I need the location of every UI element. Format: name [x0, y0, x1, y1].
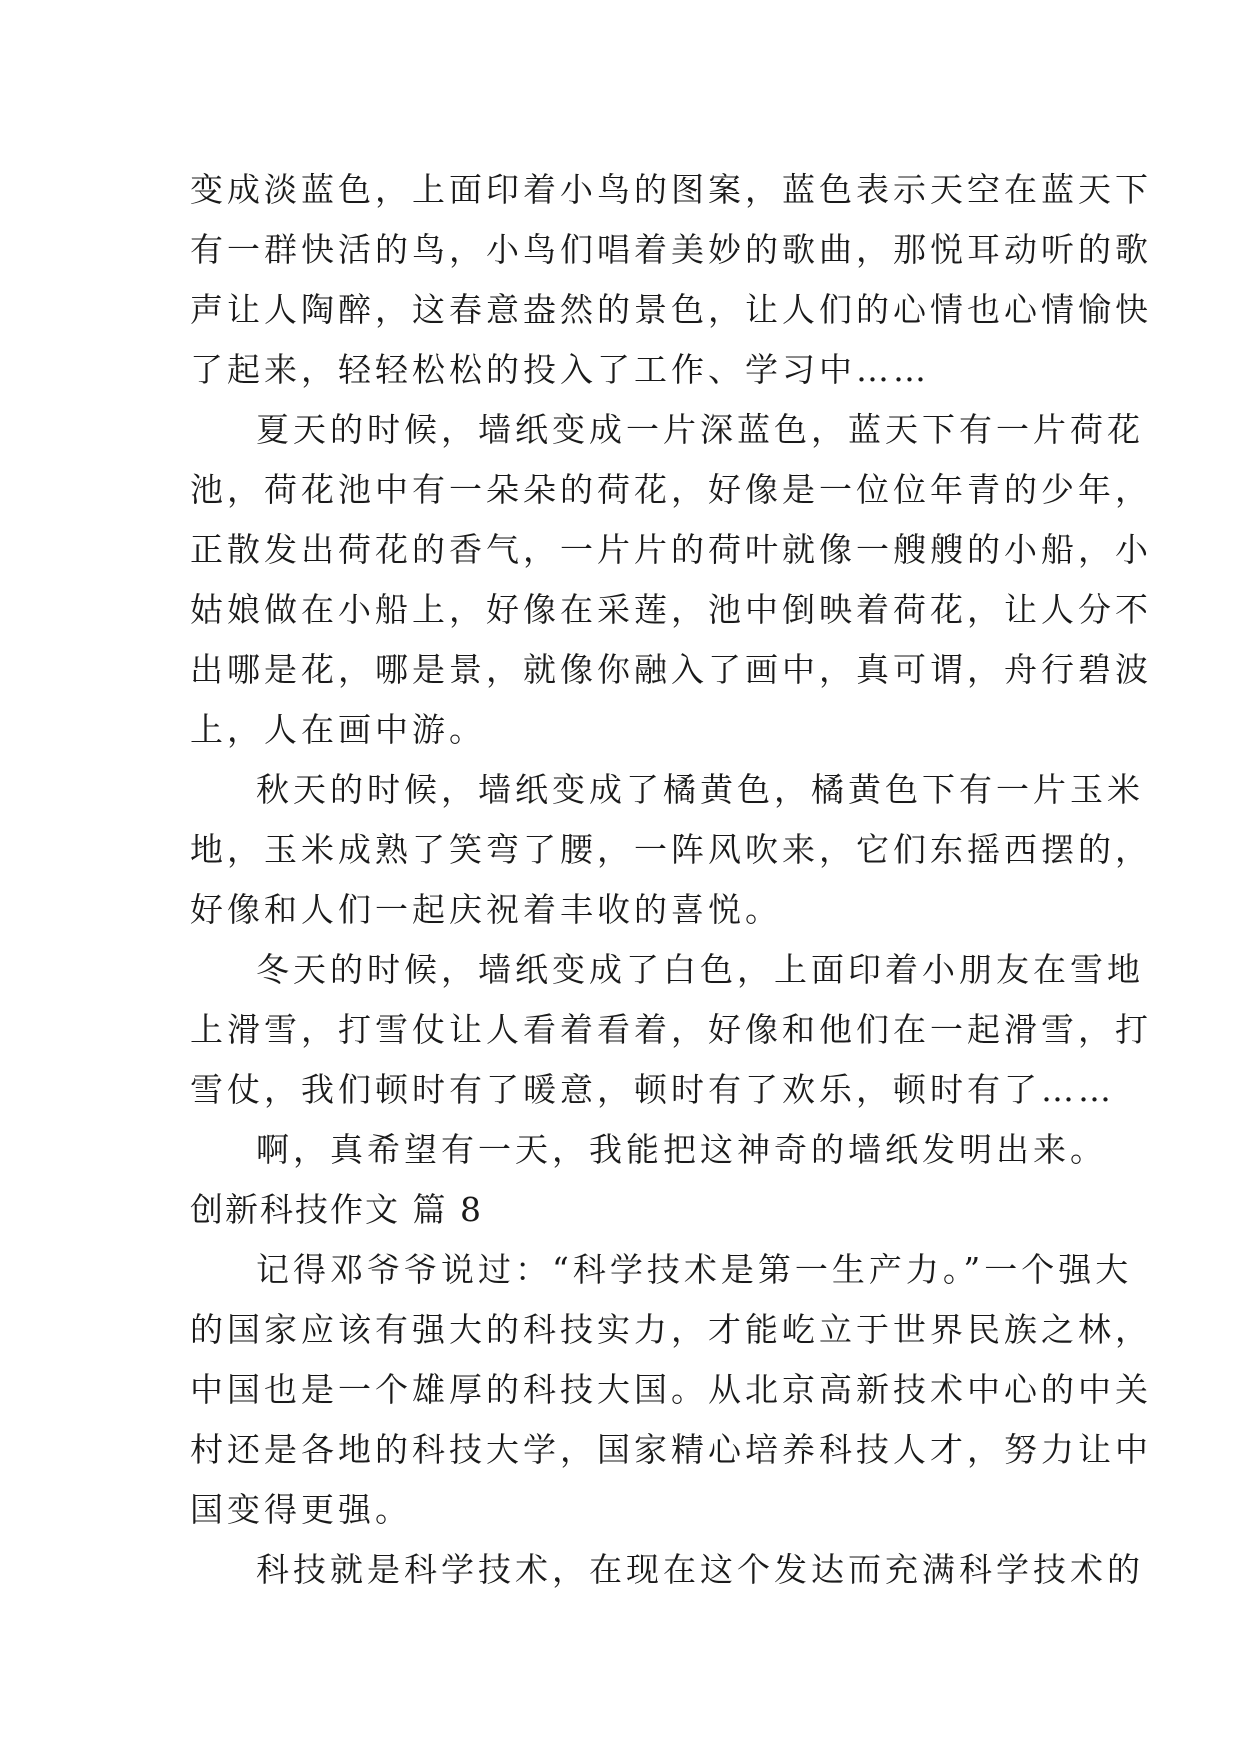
text-line: 中国也是一个雄厚的科技大国。从北京高新技术中心的中关 — [190, 1370, 1152, 1409]
text-line: 村还是各地的科技大学，国家精心培养科技人才，努力让中 — [190, 1430, 1152, 1469]
text-line: 夏天的时候，墙纸变成一片深蓝色，蓝天下有一片荷花 — [256, 410, 1144, 449]
paragraph-winter — [190, 940, 1152, 1120]
text-line: 上滑雪，打雪仗让人看着看着，好像和他们在一起滑雪，打 — [190, 1010, 1152, 1049]
paragraph-technology — [190, 1540, 1144, 1600]
text-line: 秋天的时候，墙纸变成了橘黄色，橘黄色下有一片玉米 — [256, 770, 1144, 809]
text-line: 正散发出荷花的香气，一片片的荷叶就像一艘艘的小船，小 — [190, 530, 1152, 569]
text-line: 啊，真希望有一天，我能把这神奇的墙纸发明出来。 — [256, 1130, 1107, 1169]
text-line: 上，人在画中游。 — [190, 710, 486, 749]
text-line: 记得邓爷爷说过：“科学技术是第一生产力。”一个强大 — [256, 1250, 1133, 1289]
paragraph-summer — [190, 400, 1152, 760]
text-line: 池，荷花池中有一朵朵的荷花，好像是一位位年青的少年， — [190, 470, 1152, 509]
paragraph-wish — [190, 1120, 1107, 1180]
text-line: 的国家应该有强大的科技实力，才能屹立于世界民族之林， — [190, 1310, 1152, 1349]
text-line: 好像和人们一起庆祝着丰收的喜悦。 — [190, 890, 782, 929]
text-line: 地，玉米成熟了笑弯了腰，一阵风吹来，它们东摇西摆的， — [190, 830, 1152, 869]
text-line: 变成淡蓝色，上面印着小鸟的图案，蓝色表示天空在蓝天下 — [190, 170, 1152, 209]
text-line: 科技就是科学技术，在现在这个发达而充满科学技术的 — [256, 1550, 1144, 1589]
section-heading: 创新科技作文 篇 8 — [190, 1190, 483, 1229]
text-line: 国变得更强。 — [190, 1490, 412, 1529]
text-line: 出哪是花，哪是景，就像你融入了画中，真可谓，舟行碧波 — [190, 650, 1152, 689]
paragraph-science-quote — [190, 1240, 1152, 1540]
text-line: 冬天的时候，墙纸变成了白色，上面印着小朋友在雪地 — [256, 950, 1144, 989]
text-line: 声让人陶醉，这春意盎然的景色，让人们的心情也心情愉快 — [190, 290, 1152, 329]
document-page — [190, 160, 1152, 1600]
text-line: 有一群快活的鸟，小鸟们唱着美妙的歌曲，那悦耳动听的歌 — [190, 230, 1152, 269]
paragraph-autumn — [190, 760, 1152, 940]
text-line: 雪仗，我们顿时有了暖意，顿时有了欢乐，顿时有了…… — [190, 1070, 1115, 1109]
text-line: 了起来，轻轻松松的投入了工作、学习中…… — [190, 350, 930, 389]
text-line: 姑娘做在小船上，好像在采莲，池中倒映着荷花，让人分不 — [190, 590, 1152, 629]
paragraph-spring — [190, 160, 1152, 400]
